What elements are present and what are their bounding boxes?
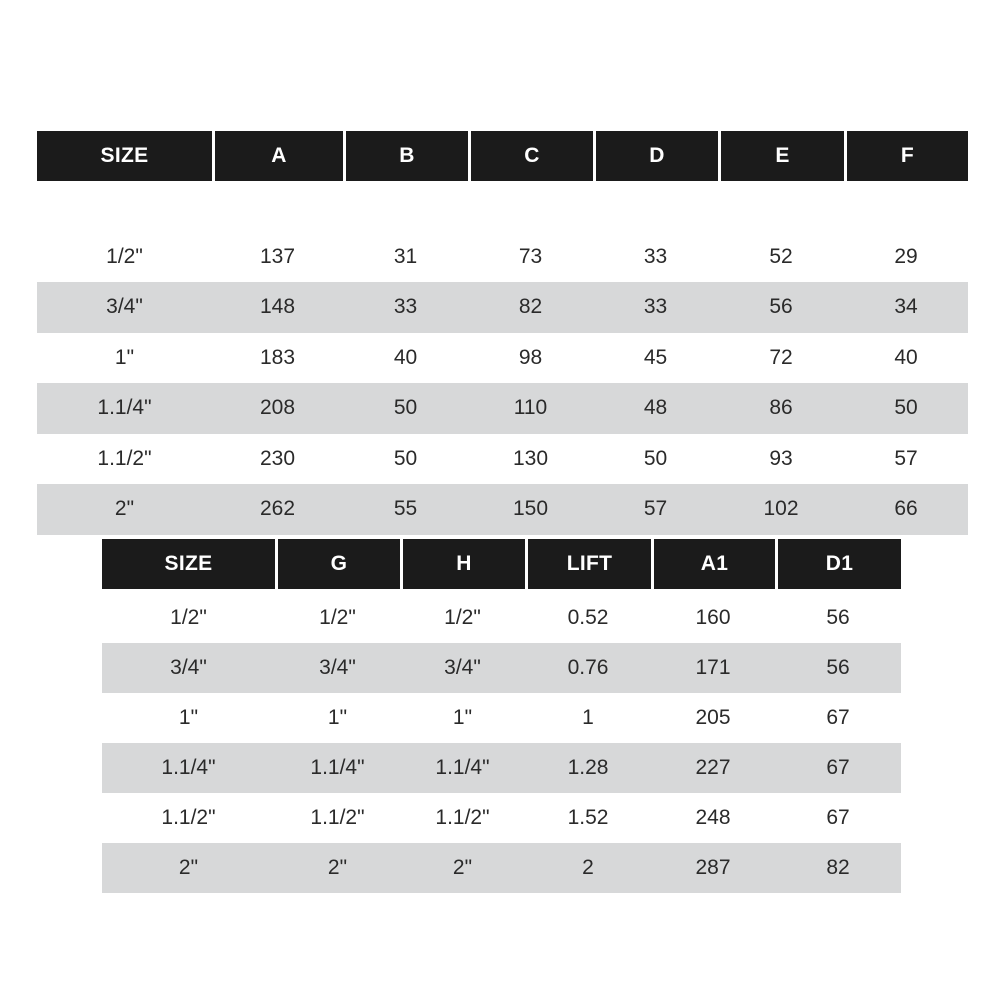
cell-g: 1.1/2" <box>310 806 365 829</box>
cell-a1: 287 <box>651 843 775 893</box>
cell-g: 2" <box>275 843 400 893</box>
column-header-d1: D1 <box>775 539 901 589</box>
cell-size: 2" <box>102 843 275 893</box>
cell-e: 93 <box>769 446 793 470</box>
cell-b: 40 <box>393 345 418 369</box>
cell-g: 1/2" <box>319 606 356 629</box>
column-header-d: D <box>593 131 718 181</box>
table-row <box>102 743 901 793</box>
table-row <box>102 643 901 693</box>
cell-f: 40 <box>894 345 918 369</box>
cell-h: 1" <box>452 706 473 729</box>
cell-d1: 67 <box>826 806 850 829</box>
cell-size: 3/4" <box>37 282 212 333</box>
cell-d: 48 <box>593 383 718 434</box>
column-header-size: SIZE <box>37 131 212 181</box>
cell-size: 3/4" <box>102 643 275 693</box>
cell-h: 1/2" <box>444 606 481 629</box>
cell-d1: 56 <box>775 643 901 693</box>
cell-size: 1" <box>114 345 135 369</box>
column-header-b: B <box>343 131 468 181</box>
table-row <box>102 843 901 893</box>
column-header-g: G <box>275 539 400 589</box>
cell-d: 33 <box>643 244 668 268</box>
cell-b: 55 <box>343 484 468 535</box>
cell-c: 98 <box>518 345 543 369</box>
cell-lift: 1 <box>582 706 594 729</box>
cell-size: 1" <box>178 706 199 729</box>
table-header-row <box>102 539 901 589</box>
cell-b: 33 <box>343 282 468 333</box>
cell-a1: 160 <box>695 606 731 629</box>
column-header-size: SIZE <box>102 539 275 589</box>
cell-e: 56 <box>718 282 844 333</box>
cell-lift: 1.28 <box>525 743 651 793</box>
cell-b: 31 <box>393 244 418 268</box>
cell-lift: 2 <box>525 843 651 893</box>
cell-d1: 82 <box>775 843 901 893</box>
cell-h: 3/4" <box>400 643 525 693</box>
cell-f: 34 <box>844 282 968 333</box>
cell-a: 137 <box>259 244 296 268</box>
cell-d: 57 <box>593 484 718 535</box>
column-header-lift: LIFT <box>525 539 651 589</box>
cell-b: 50 <box>343 383 468 434</box>
cell-a: 183 <box>259 345 296 369</box>
cell-size: 2" <box>37 484 212 535</box>
cell-d1: 56 <box>826 606 850 629</box>
cell-c: 150 <box>468 484 593 535</box>
table-row <box>102 693 901 743</box>
cell-a1: 205 <box>695 706 731 729</box>
table-row <box>37 282 968 333</box>
cell-d1: 67 <box>826 706 850 729</box>
cell-size: 1.1/4" <box>102 743 275 793</box>
table-row <box>37 333 968 384</box>
cell-g: 1" <box>327 706 348 729</box>
cell-size: 1/2" <box>106 244 143 268</box>
cell-f: 57 <box>894 446 918 470</box>
column-header-a1: A1 <box>651 539 775 589</box>
column-header-c: C <box>468 131 593 181</box>
cell-e: 52 <box>769 244 793 268</box>
cell-d: 45 <box>643 345 668 369</box>
cell-d: 50 <box>643 446 668 470</box>
cell-size: 1/2" <box>170 606 207 629</box>
cell-f: 66 <box>844 484 968 535</box>
cell-c: 73 <box>518 244 543 268</box>
table-row <box>37 434 968 485</box>
table-row <box>37 383 968 434</box>
table-header-row <box>37 131 968 181</box>
cell-a1: 227 <box>651 743 775 793</box>
cell-h: 2" <box>400 843 525 893</box>
cell-b: 50 <box>393 446 418 470</box>
cell-g: 1.1/4" <box>275 743 400 793</box>
table-row <box>102 593 901 643</box>
cell-lift: 0.76 <box>525 643 651 693</box>
column-header-a: A <box>212 131 343 181</box>
cell-size: 1.1/2" <box>97 446 152 470</box>
cell-lift: 1.52 <box>567 806 609 829</box>
cell-h: 1.1/2" <box>435 806 490 829</box>
cell-lift: 0.52 <box>567 606 609 629</box>
cell-c: 82 <box>468 282 593 333</box>
table-row <box>102 793 901 843</box>
table-row <box>37 484 968 535</box>
cell-d1: 67 <box>775 743 901 793</box>
column-header-h: H <box>400 539 525 589</box>
column-header-f: F <box>844 131 968 181</box>
cell-a: 208 <box>212 383 343 434</box>
cell-f: 29 <box>894 244 918 268</box>
cell-f: 50 <box>844 383 968 434</box>
cell-size: 1.1/4" <box>37 383 212 434</box>
cell-a: 148 <box>212 282 343 333</box>
cell-a: 230 <box>259 446 296 470</box>
cell-size: 1.1/2" <box>161 806 216 829</box>
cell-c: 130 <box>512 446 549 470</box>
cell-e: 72 <box>769 345 793 369</box>
table-row <box>37 232 968 283</box>
cell-e: 102 <box>718 484 844 535</box>
dimensions-table-1 <box>37 131 968 535</box>
dimensions-table-2 <box>102 539 901 893</box>
cell-g: 3/4" <box>275 643 400 693</box>
cell-a1: 248 <box>695 806 731 829</box>
column-header-e: E <box>718 131 844 181</box>
cell-h: 1.1/4" <box>400 743 525 793</box>
cell-c: 110 <box>468 383 593 434</box>
cell-d: 33 <box>593 282 718 333</box>
cell-a1: 171 <box>651 643 775 693</box>
cell-e: 86 <box>718 383 844 434</box>
cell-a: 262 <box>212 484 343 535</box>
